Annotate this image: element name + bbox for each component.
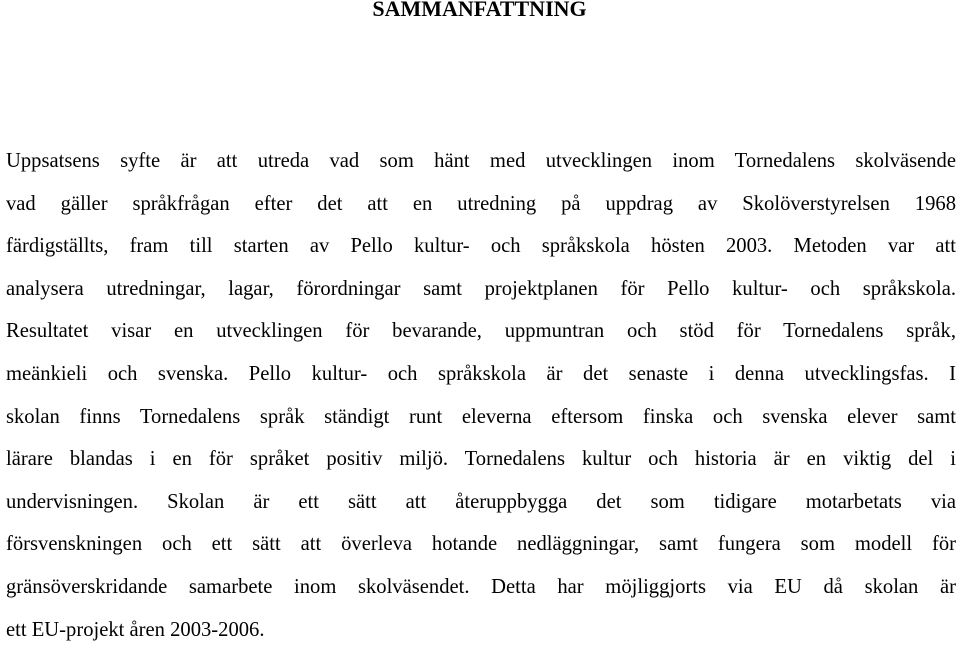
paragraph-line: undervisningen. Skolan är ett sätt att återuppbygga det som tidigare motarbetats via: [6, 490, 956, 513]
paragraph-line: analysera utredningar, lagar, förordningar samt projektplanen för Pello kultur- och språkskola.: [6, 277, 956, 300]
paragraph-line: meänkieli och svenska. Pello kultur- och språkskola är det senaste i denna utvecklingsfas. I: [6, 362, 956, 385]
summary-paragraph: [6, 140, 956, 651]
paragraph-line: Resultatet visar en utvecklingen för bevarande, uppmuntran och stöd för Tornedalens språk,: [6, 320, 956, 343]
paragraph-line: skolan finns Tornedalens språk ständigt runt eleverna eftersom finska och svenska elever samt: [6, 405, 956, 428]
paragraph-line: färdigställts, fram till starten av Pello kultur- och språkskola hösten 2003. Metoden var att: [6, 235, 956, 258]
paragraph-line: lärare blandas i en för språket positiv miljö. Tornedalens kultur och historia är en viktig del i: [6, 448, 956, 471]
page-title: SAMMANFATTNING: [372, 0, 587, 21]
paragraph-line: försvenskningen och ett sätt att överleva hotande nedläggningar, samt fungera som modell för: [6, 533, 956, 556]
paragraph-line: ett EU-projekt åren 2003-2006.: [6, 618, 265, 641]
paragraph-line: Uppsatsens syfte är att utreda vad som hänt med utvecklingen inom Tornedalens skolväsende: [6, 150, 956, 172]
paragraph-line: vad gäller språkfrågan efter det att en utredning på uppdrag av Skolöverstyrelsen 1968: [6, 192, 956, 215]
paragraph-line: gränsöverskridande samarbete inom skolväsendet. Detta har möjliggjorts via EU då skolan är: [6, 575, 956, 598]
